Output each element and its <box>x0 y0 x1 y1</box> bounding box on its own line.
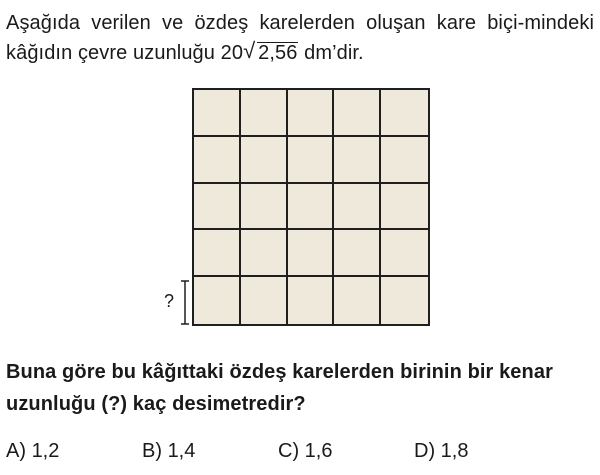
grid-cell <box>241 277 288 324</box>
option-a-value: 1,2 <box>31 440 60 462</box>
grid-cell <box>381 90 428 137</box>
grid-cell <box>381 137 428 184</box>
option-d-value: 1,8 <box>440 440 469 462</box>
grid-cell <box>241 137 288 184</box>
grid-cell <box>194 137 241 184</box>
grid-cell <box>194 277 241 324</box>
grid-cell <box>334 277 381 324</box>
grid-cell <box>194 184 241 231</box>
side-length-marker <box>180 280 190 325</box>
option-c[interactable] <box>278 440 332 463</box>
grid-cell <box>334 230 381 277</box>
grid-cell <box>381 277 428 324</box>
side-length-label: ? <box>164 291 175 311</box>
grid-cell <box>381 184 428 231</box>
grid-cell <box>194 90 241 137</box>
option-d[interactable] <box>414 440 468 463</box>
grid-cell <box>334 90 381 137</box>
grid-cell <box>288 137 335 184</box>
answer-options <box>6 440 594 470</box>
option-c-letter: C) <box>278 440 300 462</box>
square-root <box>257 42 298 63</box>
problem-statement <box>6 8 594 68</box>
grid-cell <box>288 184 335 231</box>
square-paper-figure <box>160 86 440 330</box>
option-b[interactable] <box>142 440 195 463</box>
option-c-value: 1,6 <box>304 440 333 462</box>
grid-cell <box>288 90 335 137</box>
option-a-letter: A) <box>6 440 26 462</box>
problem-unit-text: dm’dir. <box>298 42 364 64</box>
grid-cell <box>334 184 381 231</box>
grid-cell <box>241 230 288 277</box>
grid-cell <box>241 184 288 231</box>
grid-cell <box>334 137 381 184</box>
question-text: Buna göre bu kâğıttaki özdeş karelerden birinin bir kenar uzunluğu (?) kaç desimetredir? <box>6 361 553 415</box>
option-b-value: 1,4 <box>167 440 196 462</box>
grid-cell <box>241 90 288 137</box>
grid-cell <box>381 230 428 277</box>
option-b-letter: B) <box>142 440 162 462</box>
grid-cell <box>194 230 241 277</box>
problem-text: Aşağıda verilen ve özdeş karelerden oluşan kare biçi-mindeki kâğıdın çevre uzunluğu 20 <box>6 12 594 64</box>
grid-cell <box>288 277 335 324</box>
square-grid <box>192 88 430 326</box>
option-d-letter: D) <box>414 440 436 462</box>
option-a[interactable] <box>6 440 59 463</box>
radicand: 2,56 <box>258 42 298 64</box>
grid-cell <box>288 230 335 277</box>
